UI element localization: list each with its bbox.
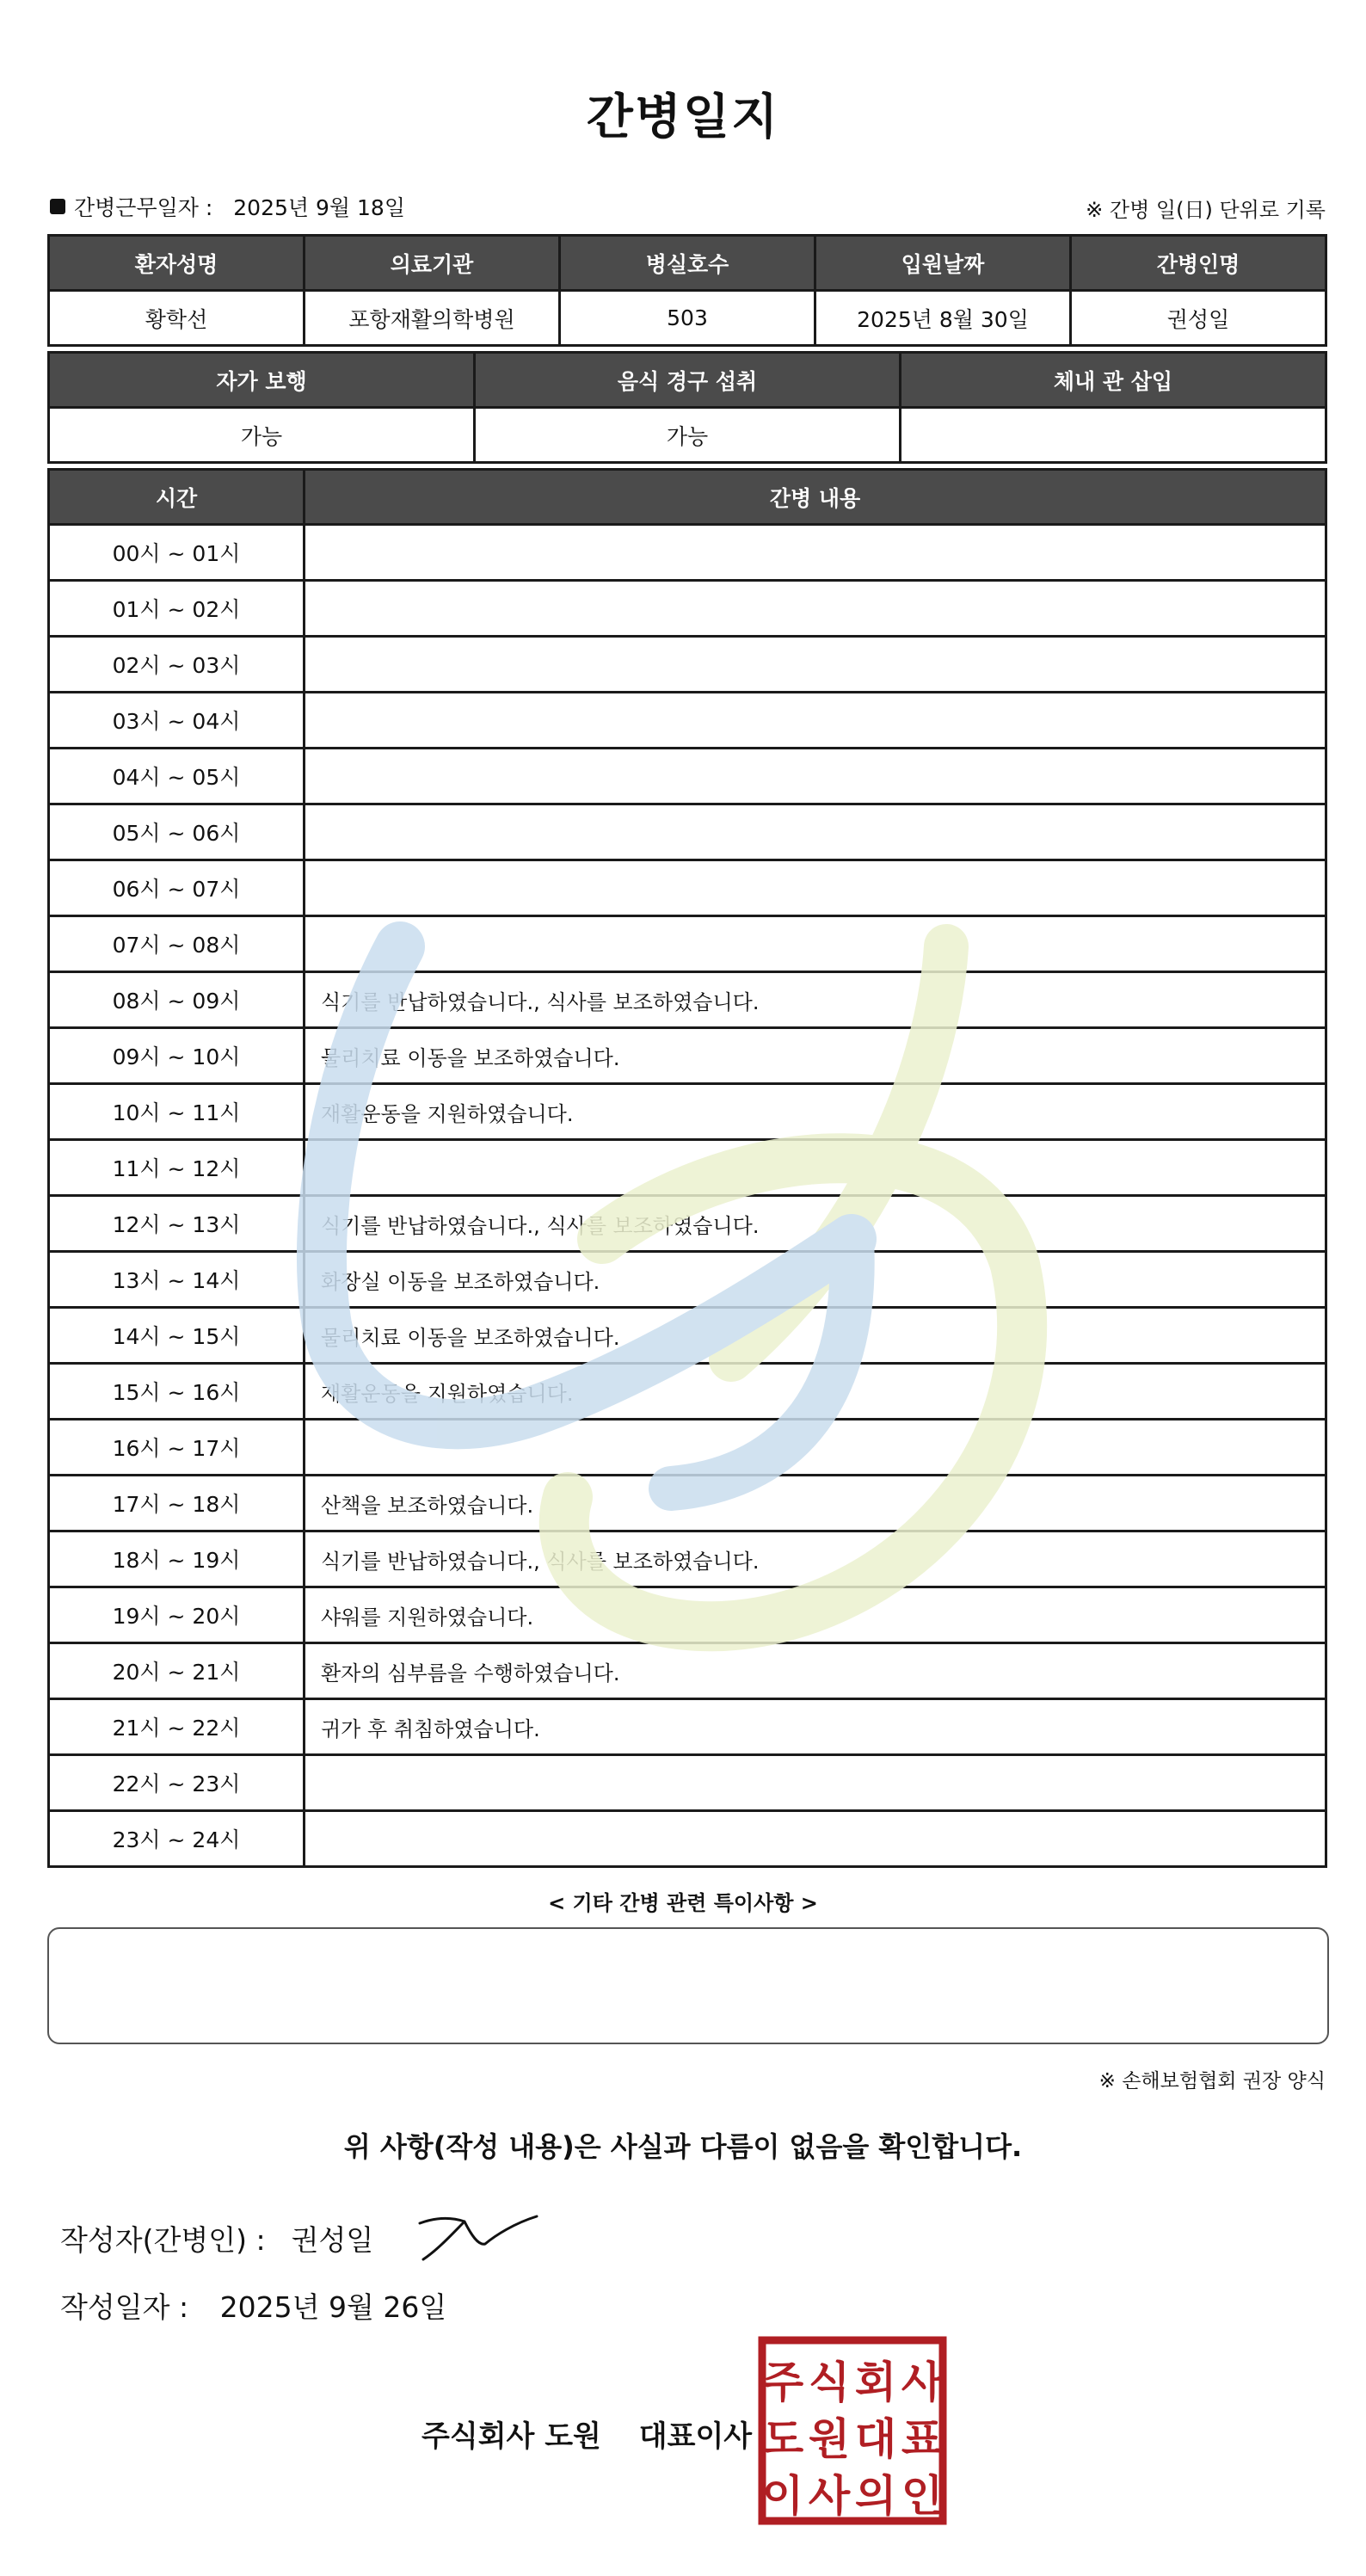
company-line [421,2413,752,2455]
header-time: 시간 [49,470,305,525]
log-content [305,637,1326,693]
caregiver-name: 권성일 [1071,291,1326,346]
patient-info-table [47,234,1327,347]
log-content: 환자의 심부름을 수행하였습니다. [305,1643,1326,1699]
document-title: 간병일지 [586,89,780,145]
log-time: 17시 ~ 18시 [49,1476,305,1531]
log-time: 20시 ~ 21시 [49,1643,305,1699]
svg-text:사: 사 [901,2357,944,2407]
log-time: 02시 ~ 03시 [49,637,305,693]
log-time: 12시 ~ 13시 [49,1196,305,1252]
log-content: 샤워를 지원하였습니다. [305,1587,1326,1643]
log-content [305,916,1326,972]
log-content [305,749,1326,804]
log-time: 01시 ~ 02시 [49,581,305,637]
log-content [305,1755,1326,1811]
representative-title: 대표이사 [638,2419,753,2454]
table-row [49,1587,1326,1643]
log-time: 09시 ~ 10시 [49,1028,305,1084]
table-row [49,1755,1326,1811]
written-date-value: 2025년 9월 26일 [219,2290,447,2324]
table-row [49,1699,1326,1755]
log-content: 재활운동을 지원하였습니다. [305,1364,1326,1420]
log-time: 10시 ~ 11시 [49,1084,305,1140]
room-number: 503 [560,291,815,346]
confirmation-statement: 위 사항(작성 내용)은 사실과 다름이 없음을 확인합니다. [343,2130,1023,2163]
svg-text:원: 원 [808,2414,851,2464]
svg-text:도: 도 [761,2414,804,2464]
work-date-value: 2025년 9월 18일 [233,195,405,220]
log-content: 재활운동을 지원하였습니다. [305,1084,1326,1140]
written-date-label: 작성일자 : [60,2290,189,2324]
header-caregiver: 간병인명 [1071,236,1326,291]
log-content [305,1140,1326,1196]
log-time: 13시 ~ 14시 [49,1252,305,1308]
log-content [305,1420,1326,1476]
svg-text:표: 표 [901,2414,944,2464]
table-row [49,693,1326,749]
special-notes-box [47,1927,1329,2044]
patient-status-table [47,351,1327,464]
header-room: 병실호수 [560,236,815,291]
log-time: 19시 ~ 20시 [49,1587,305,1643]
unit-note: ※ 간병 일(日) 단위로 기록 [1086,198,1326,222]
self-walking-value: 가능 [49,408,475,463]
written-date [60,2285,446,2326]
log-content [305,1811,1326,1867]
table-row [49,1811,1326,1867]
table-row [49,1476,1326,1531]
log-time: 06시 ~ 07시 [49,860,305,916]
svg-text:의: 의 [854,2471,897,2521]
table-row [49,637,1326,693]
log-content: 식기를 반납하였습니다., 식사를 보조하였습니다. [305,1196,1326,1252]
log-content: 산책을 보조하였습니다. [305,1476,1326,1531]
table-row [49,804,1326,860]
table-row [49,1420,1326,1476]
oral-intake-value: 가능 [475,408,901,463]
table-row [49,1364,1326,1420]
company-name: 주식회사 도원 [421,2419,601,2454]
log-time: 14시 ~ 15시 [49,1308,305,1364]
admission-date: 2025년 8월 30일 [815,291,1071,346]
log-time: 11시 ~ 12시 [49,1140,305,1196]
company-seal-stamp [757,2335,948,2526]
table-row [49,916,1326,972]
svg-text:식: 식 [808,2357,851,2407]
header-self-walking: 자가 보행 [49,353,475,408]
log-time: 18시 ~ 19시 [49,1531,305,1587]
svg-text:사: 사 [808,2471,851,2521]
work-date [50,191,405,222]
log-time: 16시 ~ 17시 [49,1420,305,1476]
log-content [305,581,1326,637]
log-content [305,860,1326,916]
tube-insertion-value [901,408,1326,463]
table-row [49,1140,1326,1196]
svg-text:주: 주 [761,2357,804,2407]
log-time: 04시 ~ 05시 [49,749,305,804]
table-row [49,581,1326,637]
patient-name: 황학선 [49,291,305,346]
header-care-content: 간병 내용 [305,470,1326,525]
log-content: 귀가 후 취침하였습니다. [305,1699,1326,1755]
log-content: 물리치료 이동을 보조하였습니다. [305,1028,1326,1084]
table-row [49,860,1326,916]
log-content: 화장실 이동을 보조하였습니다. [305,1252,1326,1308]
log-time: 00시 ~ 01시 [49,525,305,581]
log-time: 21시 ~ 22시 [49,1699,305,1755]
work-date-label: 간병근무일자 : [74,195,213,220]
svg-text:인: 인 [901,2471,944,2521]
svg-text:이: 이 [761,2471,804,2521]
log-time: 03시 ~ 04시 [49,693,305,749]
table-row [49,525,1326,581]
header-patient-name: 환자성명 [49,236,305,291]
table-row [49,1531,1326,1587]
log-time: 15시 ~ 16시 [49,1364,305,1420]
table-row [49,749,1326,804]
signature-mark [413,2209,542,2270]
log-content [305,804,1326,860]
writer-line [60,2218,373,2259]
log-time: 05시 ~ 06시 [49,804,305,860]
writer-name: 권성일 [291,2223,374,2257]
table-row [49,1643,1326,1699]
table-row [49,1196,1326,1252]
header-hospital: 의료기관 [305,236,560,291]
log-content: 식기를 반납하였습니다., 식사를 보조하였습니다. [305,972,1326,1028]
log-time: 23시 ~ 24시 [49,1811,305,1867]
table-row [49,1308,1326,1364]
table-row [49,972,1326,1028]
bullet-square-icon [50,199,65,214]
table-row [49,1084,1326,1140]
svg-text:회: 회 [854,2357,897,2407]
svg-text:대: 대 [854,2414,897,2464]
log-content: 물리치료 이동을 보조하였습니다. [305,1308,1326,1364]
log-time: 08시 ~ 09시 [49,972,305,1028]
log-time: 22시 ~ 23시 [49,1755,305,1811]
writer-label: 작성자(간병인) : [60,2223,266,2257]
header-admission-date: 입원날짜 [815,236,1071,291]
source-note: ※ 손해보험협회 권장 양식 [1098,2070,1326,2092]
log-content: 식기를 반납하였습니다., 식사를 보조하였습니다. [305,1531,1326,1587]
care-log-table [47,468,1327,1868]
header-oral-intake: 음식 경구 섭취 [475,353,901,408]
header-tube-insertion: 체내 관 삽입 [901,353,1326,408]
table-row [49,1252,1326,1308]
log-content [305,693,1326,749]
log-time: 07시 ~ 08시 [49,916,305,972]
hospital-name: 포항재활의학병원 [305,291,560,346]
log-content [305,525,1326,581]
table-row [49,1028,1326,1084]
special-notes-title: < 기타 간병 관련 특이사항 > [548,1891,818,1915]
